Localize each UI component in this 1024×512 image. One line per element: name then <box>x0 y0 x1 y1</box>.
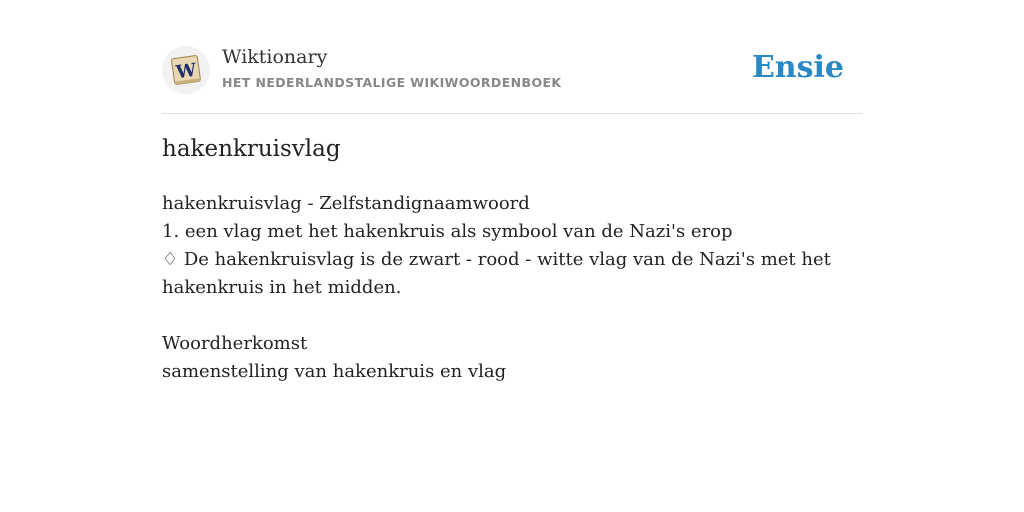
etymology-heading: Woordherkomst <box>162 333 308 354</box>
site-name[interactable]: Wiktionary <box>222 46 328 68</box>
example-sentence: ♢ De hakenkruisvlag is de zwart - rood - witte vlag van de Nazi's met het hakenkruis in het midden. <box>162 249 831 298</box>
spacer <box>162 302 862 330</box>
part-of-speech-line: hakenkruisvlag - Zelfstandignaamwoord <box>162 193 530 214</box>
definition-text: 1. een vlag met het hakenkruis als symbool van de Nazi's erop <box>162 221 733 242</box>
page-container <box>162 0 862 382</box>
etymology-text: samenstelling van hakenkruis en vlag <box>162 361 507 382</box>
logo-letter: W <box>174 59 198 84</box>
entry-content <box>162 190 862 386</box>
wiktionary-logo-icon[interactable] <box>162 46 210 94</box>
ensie-brand-link[interactable]: Ensie <box>751 50 844 85</box>
site-header <box>162 0 862 114</box>
page-title: hakenkruisvlag <box>162 136 341 162</box>
logo-tile <box>168 52 204 88</box>
site-tagline: HET NEDERLANDSTALIGE WIKIWOORDENBOEK <box>222 75 562 90</box>
